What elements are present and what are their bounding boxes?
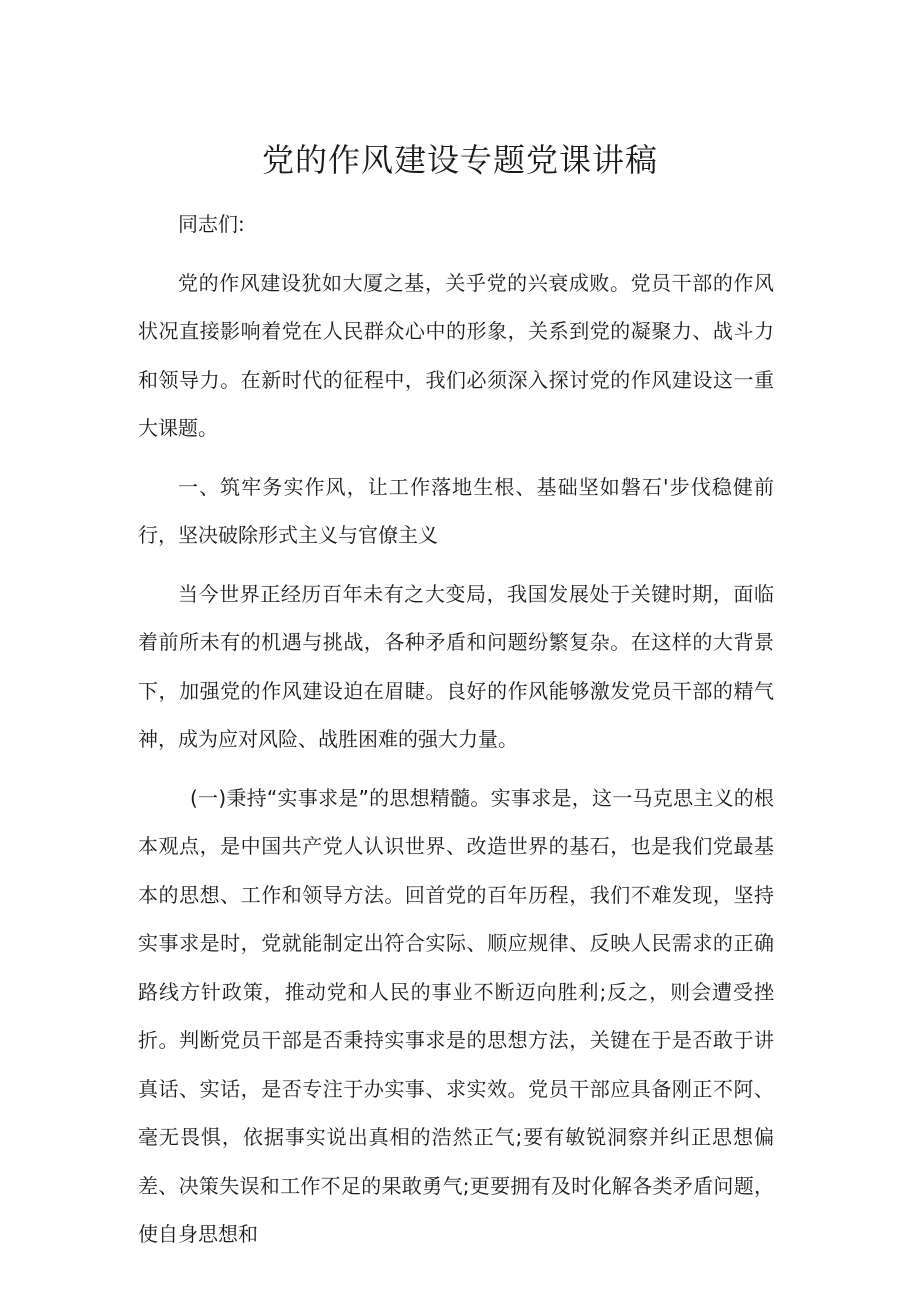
section-heading-1: 一、筑牢务实作风，让工作落地生根、基础坚如磐石'步伐稳健前行，坚决破除形式主义与官僚主义 (138, 474, 774, 547)
subsection-1: (一)秉持“实事求是”的思想精髓。实事求是，这一马克思主义的根本观点，是中国共产党人认识世界、改造世界的基石，也是我们党最基本的思想、工作和领导方法。回首党的百年历程，我们不难发现，坚持实事求是时，党就能制定出符合实际、顺应规律、反映人民需求的正确路线方针政策，推动党和人民的事业不断迈向胜利;反之，则会遭受挫折。判断党员干部是否秉持实事求是的思想方法，关键在于是否敢于讲真话、实话，是否专注于办实事、求实效。党员干部应具备刚正不阿、毫无畏惧，依据事实说出真相的浩然正气;要有敏锐洞察并纠正思想偏差、决策失误和工作不足的果敢勇气;更要拥有及时化解各类矛盾问题，使自身思想和 (138, 785, 774, 1246)
document-title: 党的作风建设专题党课讲稿 (261, 141, 658, 179)
paragraph-intro: 党的作风建设犹如大厦之基，关乎党的兴衰成败。党员干部的作风状况直接影响着党在人民群众心中的形象，关系到党的凝聚力、战斗力和领导力。在新时代的征程中，我们必须深入探讨党的作风建设这一重大课题。 (138, 270, 774, 440)
salutation: 同志们: (178, 212, 245, 236)
document-body (138, 200, 774, 1259)
paragraph-background: 当今世界正经历百年未有之大变局，我国发展处于关键时期，面临着前所未有的机遇与挑战，各种矛盾和问题纷繁复杂。在这样的大背景下，加强党的作风建设迫在眉睫。良好的作风能够激发党员干部的精气神，成为应对风险、战胜困难的强大力量。 (138, 581, 774, 751)
